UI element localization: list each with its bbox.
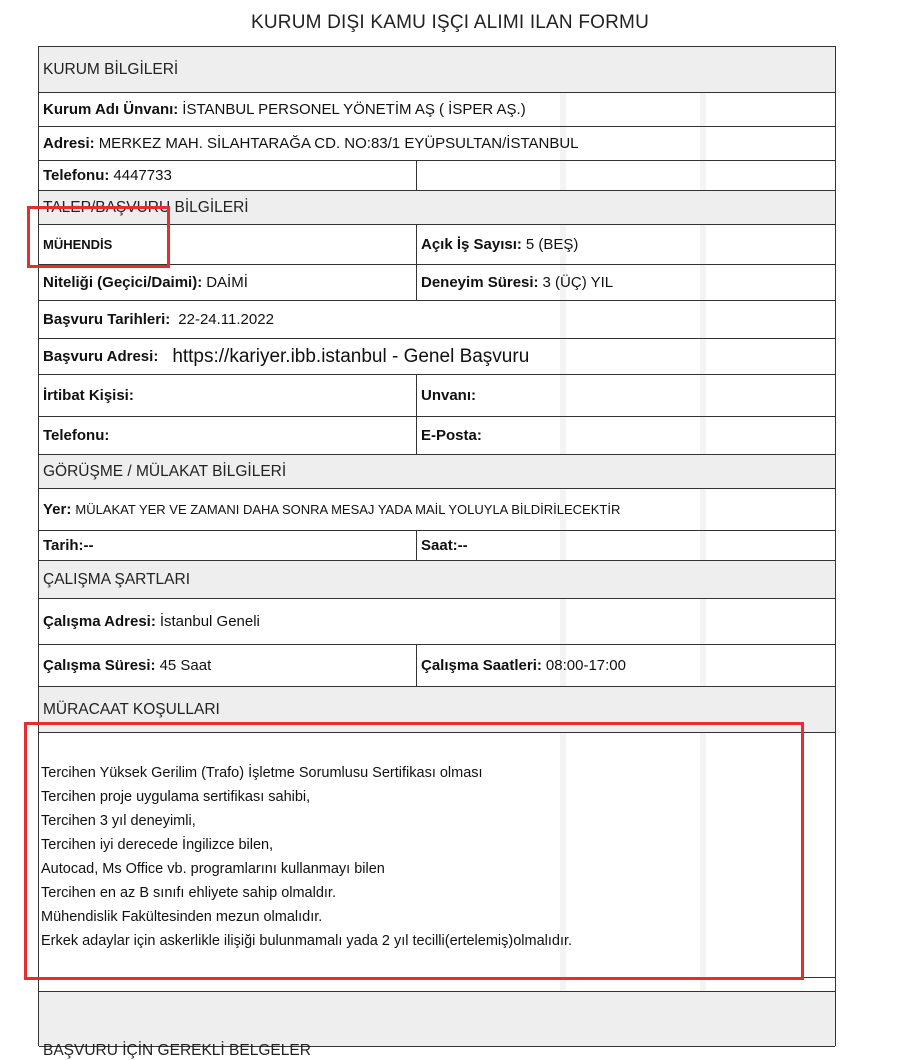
work-address-value: İstanbul Geneli <box>159 613 260 630</box>
kurum-name-value: İSTANBUL PERSONEL YÖNETİM AŞ ( İSPER AŞ.) <box>182 101 526 118</box>
type-label: Niteliği (Geçici/Daimi): <box>43 274 203 291</box>
type-value: DAİMİ <box>206 274 248 291</box>
section-belgeler <box>39 991 835 1059</box>
work-hours-label: Çalışma Saatleri: <box>421 657 542 674</box>
work-duration-label: Çalışma Süresi: <box>43 657 156 674</box>
contact-phone-label: Telefonu: <box>43 427 110 444</box>
condition-item: Tercihen en az B sınıfı ehliyete sahip olmaldır. <box>41 885 336 901</box>
row-interview-place <box>39 489 835 531</box>
open-jobs-value: 5 (BEŞ) <box>525 236 579 253</box>
experience-label: Deneyim Süresi: <box>421 274 539 291</box>
section-kurum <box>39 47 835 93</box>
row-kurum-name <box>39 93 835 127</box>
kurum-phone-empty <box>416 161 835 190</box>
kurum-phone-label: Telefonu: <box>43 167 110 184</box>
interview-place-value: MÜLAKAT YER VE ZAMANI DAHA SONRA MESAJ YADA MAİL YOLUYLA BİLDİRİLECEKTİR <box>75 502 621 517</box>
condition-item: Tercihen Yüksek Gerilim (Trafo) İşletme Sorumlusu Sertifikası olması <box>41 765 483 781</box>
row-application-address <box>39 339 835 375</box>
section-talep-title: TALEP/BAŞVURU BİLGİLERİ <box>43 198 249 216</box>
row-interview-datetime <box>39 531 835 561</box>
dates-label: Başvuru Tarihleri: <box>43 311 171 328</box>
kurum-phone-value: 4447733 <box>113 167 172 184</box>
contact-title-label: Unvanı: <box>421 387 477 404</box>
section-gorusme-title: GÖRÜŞME / MÜLAKAT BİLGİLERİ <box>43 462 287 480</box>
row-type <box>39 265 835 301</box>
work-hours-value: 08:00-17:00 <box>545 657 626 674</box>
dates-value: 22-24.11.2022 <box>178 311 274 328</box>
section-gorusme <box>39 455 835 489</box>
highlight-box-conditions <box>24 722 804 980</box>
contact-label: İrtibat Kişisi: <box>43 387 134 404</box>
form-title: KURUM DIŞI KAMU IŞÇI ALIMI ILAN FORMU <box>250 12 649 33</box>
contact-email-label: E-Posta: <box>421 427 482 444</box>
row-contact <box>39 375 835 417</box>
row-dates <box>39 301 835 339</box>
condition-item: Autocad, Ms Office vb. programlarını kullanmayı bilen <box>41 861 385 877</box>
position-value: MÜHENDİS <box>43 237 113 252</box>
row-work-duration <box>39 645 835 687</box>
condition-item: Erkek adaylar için askerlikle ilişiği bulunmamalı yada 2 yıl tecilli(ertelemiş)olmalıdır. <box>41 933 573 949</box>
condition-item: Tercihen iyi derecede İngilizce bilen, <box>41 837 274 853</box>
kurum-address-value: MERKEZ MAH. SİLAHTARAĞA CD. NO:83/1 EYÜPSULTAN/İSTANBUL <box>98 135 579 152</box>
interview-place-label: Yer: <box>43 501 72 518</box>
kurum-name-label: Kurum Adı Ünvanı: <box>43 101 179 118</box>
application-address-value: https://kariyer.ibb.istanbul - Genel Başvuru <box>172 345 530 367</box>
kurum-address-label: Adresi: <box>43 135 95 152</box>
row-kurum-phone <box>39 161 835 191</box>
interview-time-label: Saat:-- <box>421 537 468 554</box>
condition-item: Mühendislik Fakültesinden mezun olmalıdır. <box>41 909 323 925</box>
section-muracaat-title: MÜRACAAT KOŞULLARI <box>43 700 220 718</box>
section-kurum-title: KURUM BİLGİLERİ <box>43 60 179 78</box>
condition-item: Tercihen proje uygulama sertifikası sahibi, <box>41 789 311 805</box>
row-contact-phone <box>39 417 835 455</box>
row-work-address <box>39 599 835 645</box>
interview-date-label: Tarih:-- <box>43 537 94 554</box>
open-jobs-label: Açık İş Sayısı: <box>421 236 522 253</box>
condition-item: Tercihen 3 yıl deneyimli, <box>41 813 196 829</box>
section-calisma-title: ÇALIŞMA ŞARTLARI <box>43 570 191 588</box>
application-address-label: Başvuru Adresi: <box>43 348 159 365</box>
section-calisma <box>39 561 835 599</box>
experience-value: 3 (ÜÇ) YIL <box>542 274 614 291</box>
highlight-box-position <box>27 206 170 268</box>
work-duration-value: 45 Saat <box>159 657 212 674</box>
section-belgeler-title: BAŞVURU İÇİN GEREKLİ BELGELER <box>43 1042 311 1059</box>
work-address-label: Çalışma Adresi: <box>43 613 156 630</box>
row-kurum-address <box>39 127 835 161</box>
